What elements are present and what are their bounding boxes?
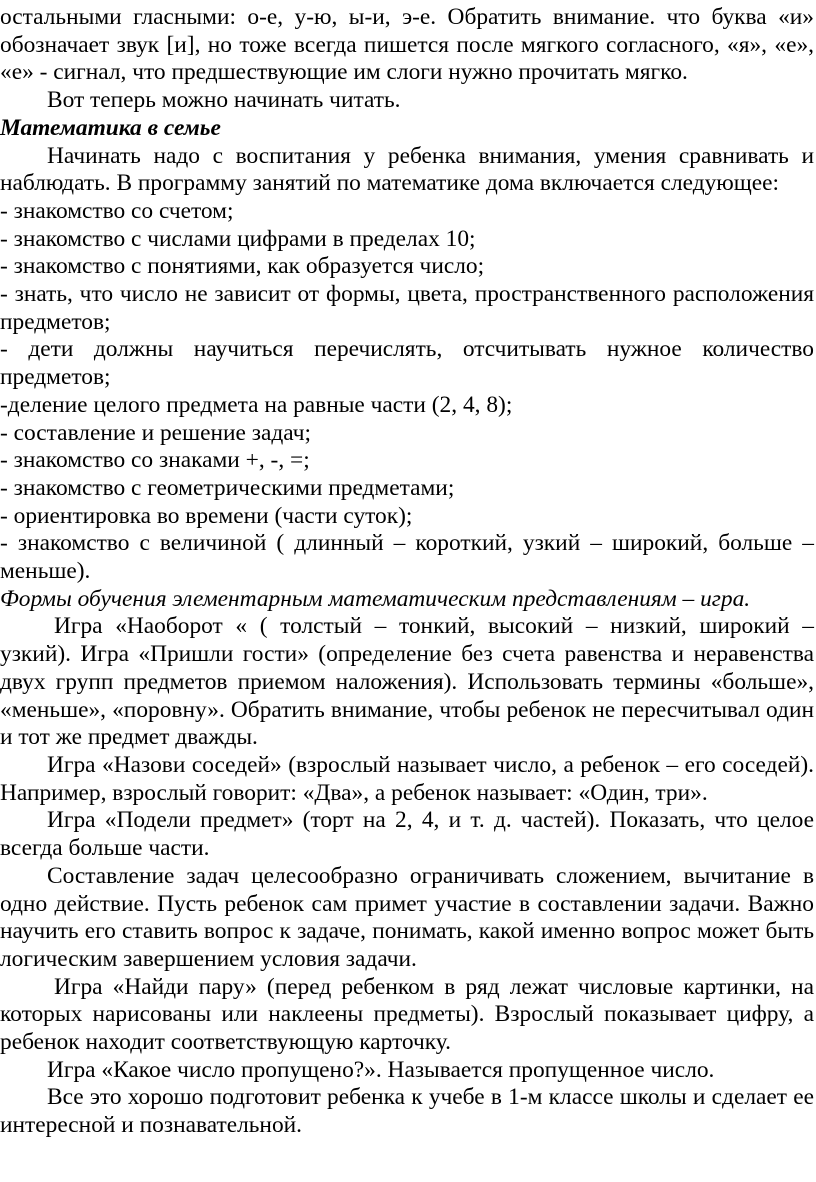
list-item: -деление целого предмета на равные части (2, 4, 8); — [0, 391, 513, 418]
start-reading-paragraph: Вот теперь можно начинать читать. — [47, 87, 401, 114]
list-item: - дети должны научиться перечислять, отсчитывать нужное количество предметов; — [0, 336, 814, 391]
list-item: - знакомство с геометрическими предметами; — [0, 474, 455, 501]
list-item: - знакомство со счетом; — [0, 197, 234, 224]
tasks-paragraph: Составление задач целесообразно ограничивать сложением, вычитание в одно действие. Пусть ребенок сам примет участие в составлении задачи. Важно научить его ставить вопрос к задаче, понимать, какой именно вопрос может быть логическим завершением условия задачи. — [0, 862, 814, 972]
list-item: - составление и решение задач; — [0, 419, 311, 446]
list-item: - ориентировка во времени (части суток); — [0, 502, 413, 529]
intro-continuation-paragraph: остальными гласными: о-е, у-ю, ы-и, э-е. Обратить внимание. что буква «и» обозначает звук [и], но тоже всегда пишется после мягкого согласного, «я», «е», «е» - сигнал, что предшествующие им слоги нужно прочитать мягко. — [0, 4, 814, 86]
game-divide-paragraph: Игра «Подели предмет» (торт на 2, 4, и т. д. частей). Показать, что целое всегда больше части. — [0, 807, 814, 862]
list-item: - знакомство с понятиями, как образуется число; — [0, 253, 485, 280]
game-naoborot-paragraph: Игра «Наоборот « ( толстый – тонкий, высокий – низкий, широкий – узкий). Игра «Пришли гости» (определение без счета равенства и неравенства двух групп предметов приемом наложения). Использовать термины «больше», «меньше», «поровну». Обратить внимание, чтобы ребенок не пересчитывал один и тот же предмет дважды. — [0, 613, 814, 751]
forms-section-heading: Формы обучения элементарным математическим представлениям – игра. — [0, 585, 751, 612]
list-item: - знать, что число не зависит от формы, цвета, пространственного расположения предметов; — [0, 281, 814, 335]
game-neighbors-paragraph: Игра «Назови соседей» (взрослый называет число, а ребенок – его соседей). Например, взрослый говорит: «Два», а ребенок называет: «Один, три». — [0, 751, 814, 806]
math-intro-paragraph: Начинать надо с воспитания у ребенка внимания, умения сравнивать и наблюдать. В программу занятий по математике дома включается следующее: — [0, 142, 814, 197]
list-item: - знакомство со знаками +, -, =; — [0, 447, 310, 474]
math-section-heading: Математика в семье — [0, 114, 221, 141]
conclusion-paragraph: Все это хорошо подготовит ребенка к учебе в 1-м классе школы и сделает ее интересной и познавательной. — [0, 1084, 814, 1139]
game-pair-paragraph: Игра «Найди пару» (перед ребенком в ряд лежат числовые картинки, на которых нарисованы или наклеены предметы). Взрослый показывает цифру, а ребенок находит соответствующую карточку. — [0, 973, 814, 1056]
game-missing-number-paragraph: Игра «Какое число пропущено?». Называется пропущенное число. — [47, 1056, 715, 1083]
list-item: - знакомство с величиной ( длинный – короткий, узкий – широкий, больше – меньше). — [0, 530, 814, 585]
math-topics-list — [0, 198, 814, 586]
list-item: - знакомство с числами цифрами в пределах 10; — [0, 225, 476, 252]
